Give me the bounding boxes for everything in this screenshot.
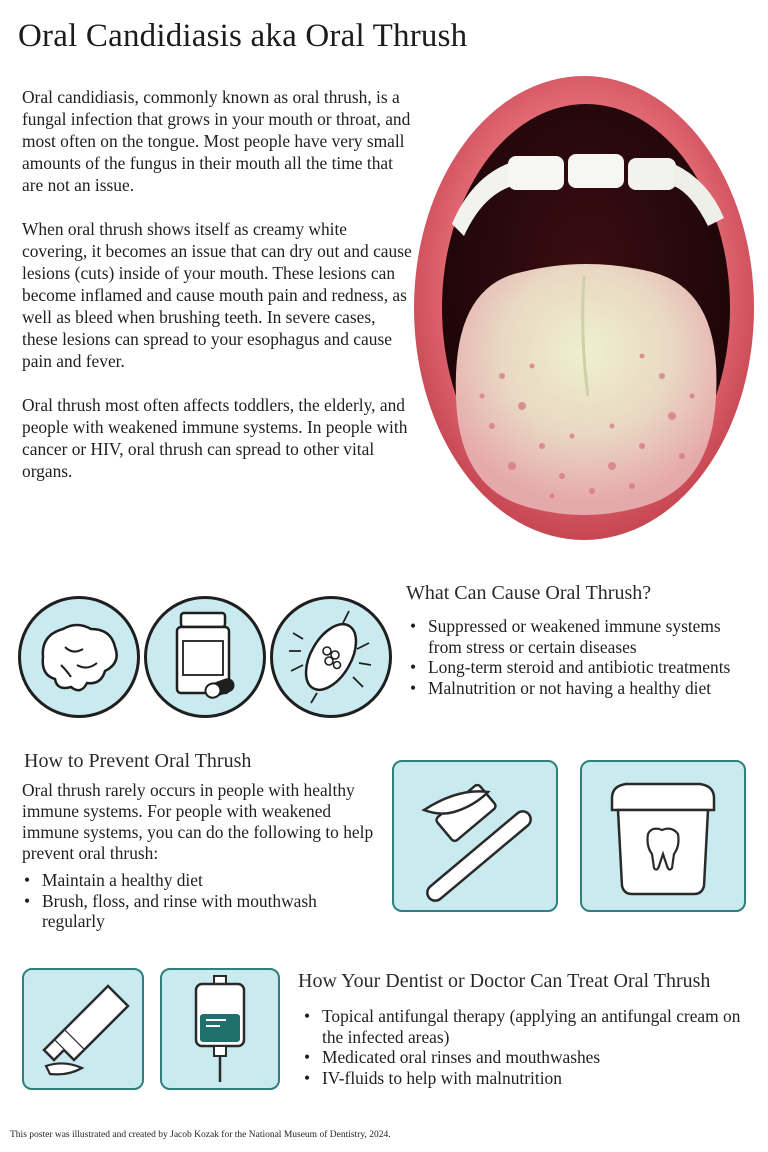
iv-bag-icon — [160, 968, 280, 1090]
floss-container-icon — [580, 760, 746, 912]
intro-text — [22, 86, 414, 504]
list-item: • Malnutrition or not having a healthy diet — [408, 678, 758, 699]
prevent-list — [22, 870, 382, 932]
list-item: • Topical antifungal therapy (applying an antifungal cream on the infected areas) — [302, 1006, 752, 1047]
toothbrush-icon — [392, 760, 558, 912]
list-item: • Long-term steroid and antibiotic treatments — [408, 657, 758, 678]
page-title: Oral Candidiasis aka Oral Thrush — [18, 18, 468, 54]
credit-line: This poster was illustrated and created by Jacob Kozak for the National Museum of Dentistry, 2024. — [10, 1130, 391, 1140]
open-mouth-illustration — [412, 76, 756, 546]
pill-bottle-icon — [144, 596, 266, 718]
brain-icon — [18, 596, 140, 718]
causes-heading: What Can Cause Oral Thrush? — [406, 582, 652, 604]
treat-list — [302, 1006, 752, 1088]
list-item: • Maintain a healthy diet — [22, 870, 382, 891]
intro-paragraph-1: Oral candidiasis, commonly known as oral thrush, is a fungal infection that grows in your mouth or throat, and most often on the tongue. Most people have very small amounts of the fungus in their mouth all the time that are not an issue. — [22, 87, 411, 195]
prevent-heading: How to Prevent Oral Thrush — [24, 750, 252, 772]
cream-tube-icon — [22, 968, 144, 1090]
list-item: • IV-fluids to help with malnutrition — [302, 1068, 752, 1089]
treat-heading: How Your Dentist or Doctor Can Treat Oral Thrush — [298, 970, 711, 992]
list-item: • Brush, floss, and rinse with mouthwash regularly — [22, 891, 382, 932]
intro-paragraph-2: When oral thrush shows itself as creamy white covering, it becomes an issue that can dry out and cause lesions (cuts) inside of your mouth. These lesions can become inflamed and cause mouth pain and redness, as well as bleed when brushing teeth. In severe cases, these lesions can spread to your esophagus and cause pain and fever. — [22, 219, 412, 371]
bacteria-icon — [270, 596, 392, 718]
prevent-body-text: Oral thrush rarely occurs in people with healthy immune systems. For people with weakened immune systems, you can do the following to help prevent oral thrush: — [22, 780, 374, 863]
list-item: • Suppressed or weakened immune systems from stress or certain diseases — [408, 616, 758, 657]
list-item: • Medicated oral rinses and mouthwashes — [302, 1047, 752, 1068]
intro-paragraph-3: Oral thrush most often affects toddlers, the elderly, and people with weakened immune systems. In people with cancer or HIV, oral thrush can spread to other vital organs. — [22, 395, 408, 481]
causes-list — [408, 616, 758, 698]
